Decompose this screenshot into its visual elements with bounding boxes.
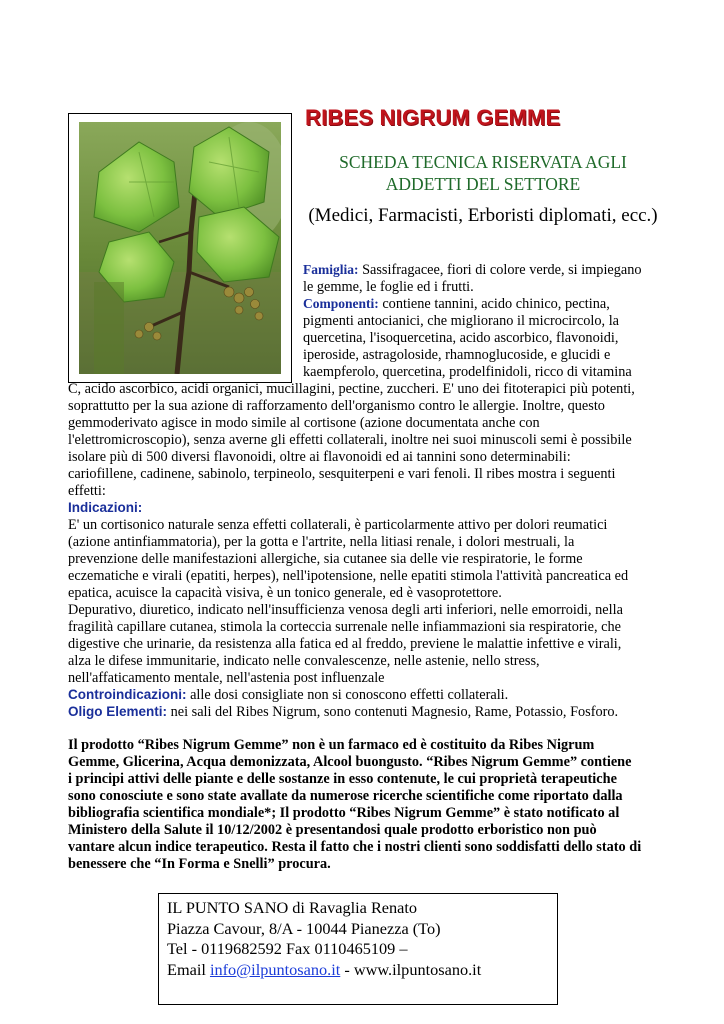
indicazioni-line: epatica, acuisce la capacità visiva, è un tonico generale, ed è vasoprotettore. (68, 585, 502, 601)
disclaimer-line: sono conosciute e sono state avallate da numerose ricerche scientifiche come riportato dalla (68, 788, 623, 804)
disclaimer-line: Il prodotto “Ribes Nigrum Gemme” non è un farmaco ed è costituito da Ribes Nigrum (68, 737, 595, 753)
indicazioni-label: Indicazioni: (68, 500, 143, 515)
disclaimer-line: bibliografia scientifica mondiale*; Il prodotto “Ribes Nigrum Gemme” è stato notificato al (68, 805, 620, 821)
componenti-line: soprattutto per la sua azione di rafforzamento dell'organismo contro le allergie. Inoltre, questo (68, 398, 605, 414)
controindicazioni-line (68, 687, 508, 703)
componenti-line: isolare più di 500 diversi flavonoidi, oltre ai flavonoidi ed ai tannini sono determinabili: (68, 449, 571, 465)
oligo-label: Oligo Elementi: (68, 704, 168, 719)
contact-box (158, 893, 558, 1005)
indicazioni-line: Depurativo, diuretico, indicato nell'insufficienza venosa degli arti inferiori, nelle emorroidi, nella (68, 602, 623, 618)
famiglia-label: Famiglia: (303, 262, 359, 277)
disclaimer-line: i principi attivi delle piante e delle sostanze in esso contenute, le cui proprietà terapeutiche (68, 771, 617, 787)
email-link[interactable]: info@ilpuntosano.it (209, 959, 341, 979)
componenti-line: C, acido ascorbico, acidi organici, mucillagini, pectine, zuccheri. E' uno dei fitoterapici più potenti, (68, 381, 635, 397)
componenti-line: l'elettromicroscopio), senza averne gli effetti collaterali, inoltre nei suoi minuscoli semi è possibile (68, 432, 632, 448)
disclaimer-line: vantare alcun indice terapeutico. Resta il fatto che i nostri clienti sono soddisfatti dello stato di (68, 839, 642, 855)
componenti-line: cariofillene, cadinene, sabinolo, terpineolo, sesquiterpeni e vari fenoli. Il ribes mostra i seguenti (68, 466, 616, 482)
audience-note: (Medici, Farmacisti, Erboristi diplomati, ecc.) (308, 205, 658, 226)
document-title: RIBES NIGRUM GEMME (305, 105, 561, 130)
indicazioni-line: alza le difese immunitarie, indicato nelle convalescenze, nelle astenie, nello stress, (68, 653, 540, 669)
componenti-line: kaempferolo, quercetina, prodelfinidoli, ricco di vitamina (303, 364, 632, 380)
indicazioni-line: digestive che urinarie, da resistenza alla fatica ed al freddo, previene le malattie infettive e virali, (68, 636, 622, 652)
indicazioni-line: nell'affaticamento mentale, nell'astenia post influenzale (68, 670, 385, 686)
disclaimer-line: benessere che “In Forma e Snelli” procura. (68, 856, 331, 872)
componenti-line: pigmenti antocianici, che migliorano il microcircolo, la (303, 313, 620, 329)
componenti-line (303, 296, 610, 312)
indicazioni-line: eczematiche e virali (epatiti, herpes), nell'ipotensione, nelle epatiti stimola l'attività pancreatica ed (68, 568, 629, 584)
componenti-label: Componenti: (303, 296, 379, 311)
disclaimer-line: Ministero della Salute il 10/12/2002 è presentandosi quale prodotto erboristico non può (68, 822, 597, 838)
oligo-line (68, 704, 618, 720)
controindicazioni-text: alle dosi consigliate non si conoscono effetti collaterali. (186, 687, 509, 703)
plant-photo (79, 122, 281, 374)
componenti-line: effetti: (68, 483, 106, 499)
componenti-line: quercetina, l'isoquercetina, acido ascorbico, flavonoidi, (303, 330, 619, 346)
indicazioni-line: E' un cortisonico naturale senza effetti collaterali, è particolarmente attivo per dolori reumatici (68, 517, 608, 533)
oligo-text: nei sali del Ribes Nigrum, sono contenuti Magnesio, Rame, Potassio, Fosforo. (167, 704, 619, 720)
company-phone: Tel - 0119682592 Fax 0110465109 – (167, 939, 408, 958)
company-name: IL PUNTO SANO di Ravaglia Renato (167, 898, 418, 917)
indicazioni-line: prevenzione delle manifestazioni allergiche, sia cutanee sia delle vie respiratorie, le forme (68, 551, 583, 567)
website-text: - www.ilpuntosano.it (340, 959, 482, 979)
controindicazioni-label: Controindicazioni: (68, 687, 187, 702)
company-address: Piazza Cavour, 8/A - 10044 Pianezza (To) (167, 918, 441, 938)
famiglia-line (303, 262, 642, 278)
componenti-text: contiene tannini, acido chinico, pectina, (378, 296, 610, 312)
componenti-line: gemmoderivato agisce in modo simile al cortisone (azione documentata anche con (68, 415, 540, 431)
componenti-line: iperoside, astragoloside, rhamnoglucoside, e glucidi e (303, 347, 611, 363)
company-web-line (167, 960, 557, 981)
famiglia-line2: le gemme, le foglie ed i frutti. (303, 279, 474, 295)
email-prefix: Email (167, 959, 210, 979)
indicazioni-line: fragilità capillare cutanea, stimola la corteccia surrenale nelle infiammazioni sia respiratorie, che (68, 619, 621, 635)
plant-photo-frame (68, 113, 292, 383)
disclaimer-line: Gemme, Glicerina, Acqua demonizzata, Alcool buongusto. “Ribes Nigrum Gemme” contiene (68, 754, 632, 770)
famiglia-text: Sassifragacee, fiori di colore verde, si impiegano (358, 262, 642, 278)
indicazioni-line: (azione antinfiammatoria), per la gotta e l'artrite, nella litiasi renale, i dolori mestruali, la (68, 534, 575, 550)
document-subtitle: SCHEDA TECNICA RISERVATA AGLI ADDETTI DEL SETTORE (339, 152, 627, 194)
